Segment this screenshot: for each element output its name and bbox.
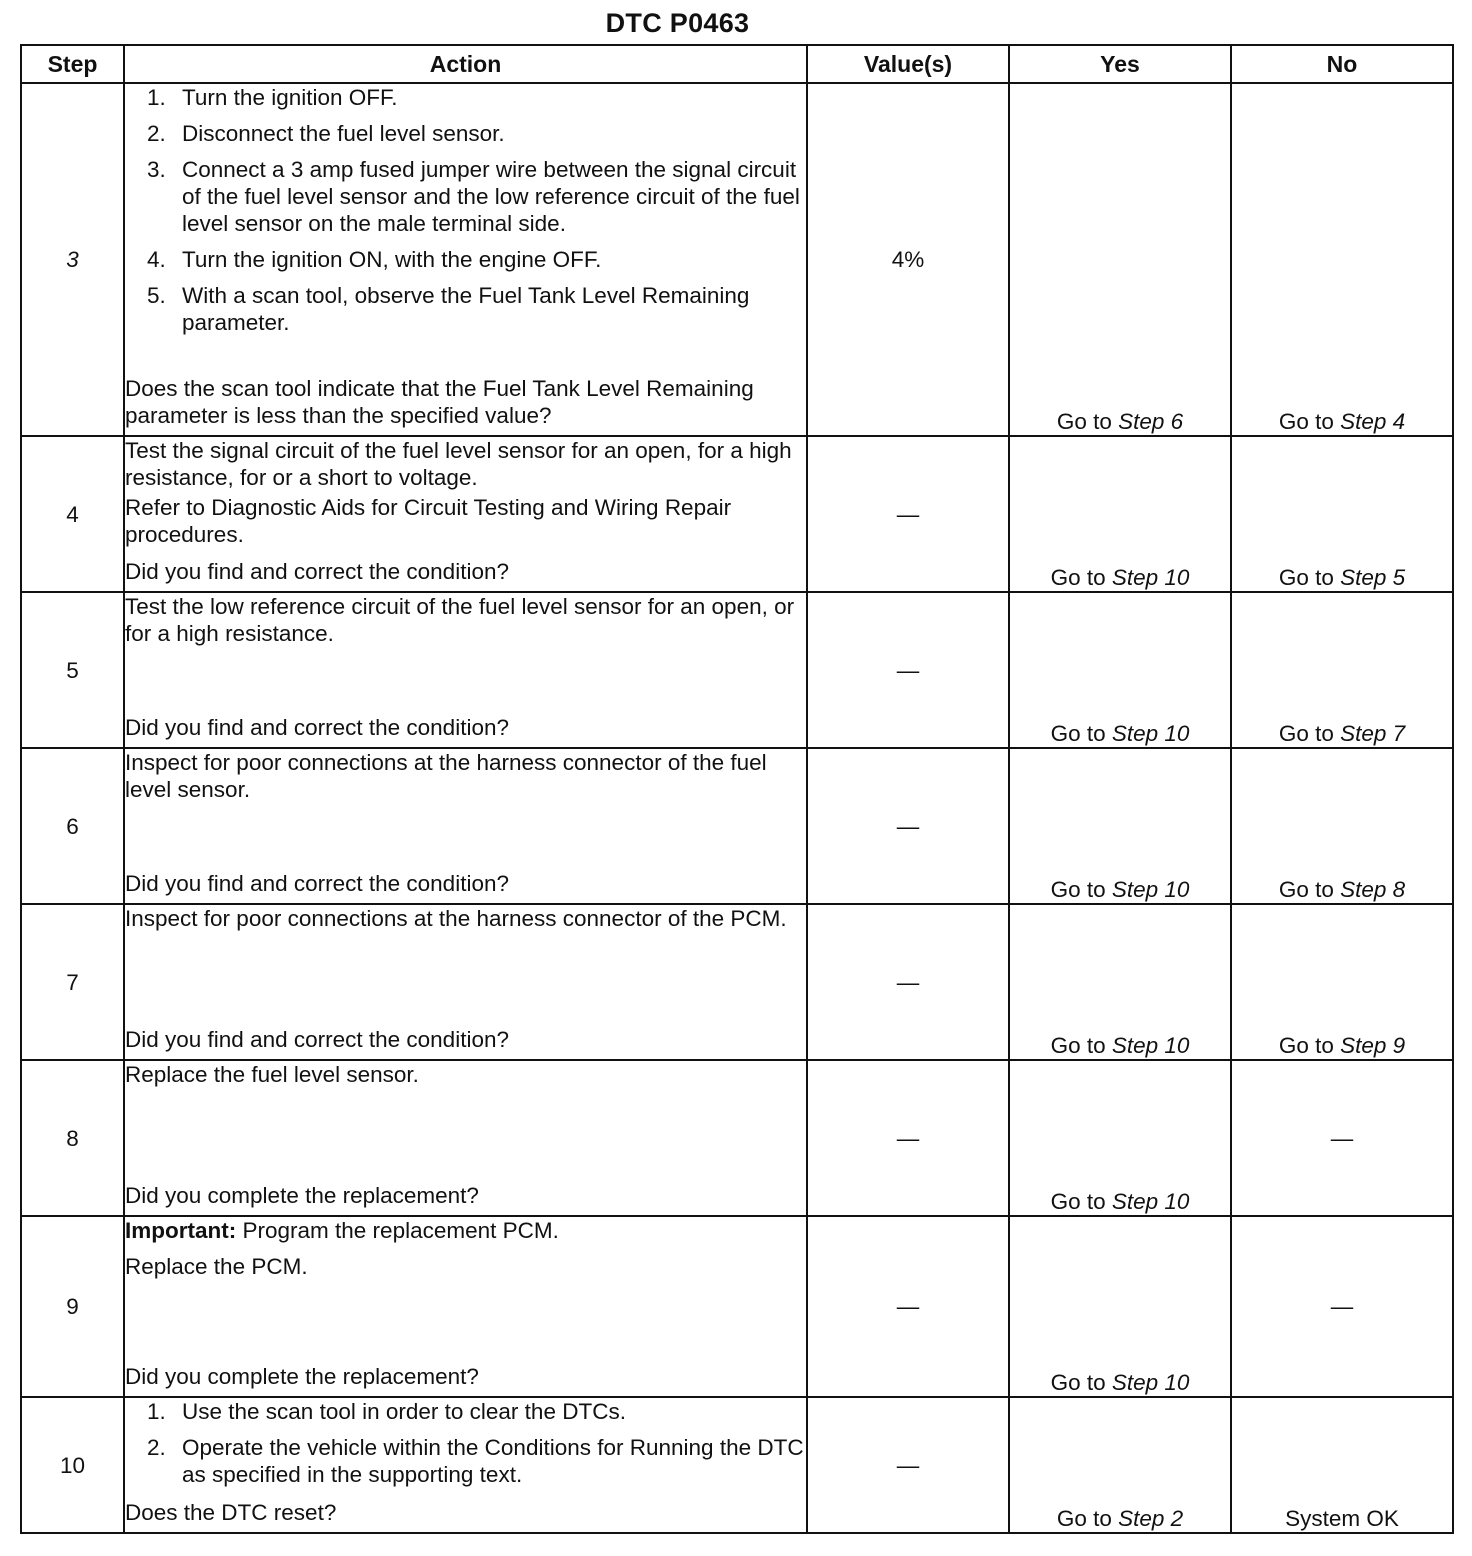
action-cell xyxy=(124,592,807,748)
yes-cell: Go to Step 10 xyxy=(1009,436,1231,592)
header-no: No xyxy=(1231,45,1453,83)
yes-cell: Go to Step 10 xyxy=(1009,904,1231,1060)
step-number: 9 xyxy=(21,1216,124,1397)
action-question: Did you complete the replacement? xyxy=(125,1364,479,1389)
step-link: Step 10 xyxy=(1111,877,1190,902)
important-label: Important: xyxy=(125,1218,237,1243)
action-text: Refer to Diagnostic Aids for Circuit Testing and Wiring Repair procedures. xyxy=(125,495,732,547)
action-question: Did you find and correct the condition? xyxy=(125,871,509,896)
table-row xyxy=(21,592,1453,748)
header-yes: Yes xyxy=(1009,45,1231,83)
step-link: Step 10 xyxy=(1111,721,1190,746)
value-cell: — xyxy=(807,1216,1009,1397)
action-question: Did you complete the replacement? xyxy=(125,1183,479,1208)
action-text: Inspect for poor connections at the harness connector of the PCM. xyxy=(125,906,787,931)
step-link: Step 10 xyxy=(1111,565,1190,590)
action-question: Did you find and correct the condition? xyxy=(125,1027,509,1052)
step-number: 10 xyxy=(21,1397,124,1533)
list-item: 1. Turn the ignition OFF. xyxy=(147,85,398,110)
step-link: Step 10 xyxy=(1111,1189,1190,1214)
no-cell: Go to Step 9 xyxy=(1231,904,1453,1060)
list-item: 2. Operate the vehicle within the Conditions for Running the DTC as specified in the supporting text. xyxy=(147,1435,804,1487)
step-link: Step 8 xyxy=(1340,877,1406,902)
yes-cell: Go to Step 10 xyxy=(1009,1216,1231,1397)
yes-cell: Go to Step 10 xyxy=(1009,1060,1231,1216)
table-row xyxy=(21,1216,1453,1397)
action-cell xyxy=(124,83,807,436)
value-cell: — xyxy=(807,904,1009,1060)
value-cell: — xyxy=(807,1060,1009,1216)
step-link: Step 2 xyxy=(1118,1506,1184,1531)
no-cell: — xyxy=(1231,1060,1453,1216)
table-row xyxy=(21,1397,1453,1533)
no-cell: Go to Step 8 xyxy=(1231,748,1453,904)
action-cell xyxy=(124,904,807,1060)
yes-cell: Go to Step 6 xyxy=(1009,83,1231,436)
action-text: Replace the fuel level sensor. xyxy=(125,1062,419,1087)
table-row xyxy=(21,748,1453,904)
action-question: Did you find and correct the condition? xyxy=(125,715,509,740)
no-cell: System OK xyxy=(1231,1397,1453,1533)
value-cell: — xyxy=(807,436,1009,592)
action-text: Inspect for poor connections at the harness connector of the fuel level sensor. xyxy=(125,750,767,802)
no-cell: Go to Step 4 xyxy=(1231,83,1453,436)
action-text: Replace the PCM. xyxy=(125,1254,308,1279)
table-header-row xyxy=(21,45,1453,83)
action-cell xyxy=(124,1060,807,1216)
list-item: 4. Turn the ignition ON, with the engine OFF. xyxy=(147,247,602,272)
diagnostic-table xyxy=(20,44,1454,1534)
action-text: Test the signal circuit of the fuel level sensor for an open, for a high resistance, for or a short to voltage. xyxy=(125,438,792,490)
list-item: 2. Disconnect the fuel level sensor. xyxy=(147,121,505,146)
value-cell: — xyxy=(807,748,1009,904)
step-number: 4 xyxy=(21,436,124,592)
action-cell xyxy=(124,748,807,904)
action-text: Test the low reference circuit of the fuel level sensor for an open, or for a high resistance. xyxy=(125,594,795,646)
action-cell xyxy=(124,1397,807,1533)
table-row xyxy=(21,904,1453,1060)
step-link: Step 4 xyxy=(1340,409,1406,434)
value-cell: 4% xyxy=(807,83,1009,436)
yes-cell: Go to Step 10 xyxy=(1009,748,1231,904)
step-number: 5 xyxy=(21,592,124,748)
step-link: Step 5 xyxy=(1340,565,1406,590)
step-number: 3 xyxy=(21,83,124,436)
action-steps xyxy=(125,84,806,345)
yes-cell: Go to Step 10 xyxy=(1009,592,1231,748)
table-row xyxy=(21,1060,1453,1216)
value-cell: — xyxy=(807,1397,1009,1533)
yes-cell: Go to Step 2 xyxy=(1009,1397,1231,1533)
step-link: Step 10 xyxy=(1111,1370,1190,1395)
step-number: 7 xyxy=(21,904,124,1060)
step-link: Step 6 xyxy=(1118,409,1184,434)
no-cell: — xyxy=(1231,1216,1453,1397)
no-cell: Go to Step 7 xyxy=(1231,592,1453,748)
list-item: 1. Use the scan tool in order to clear the DTCs. xyxy=(147,1399,626,1424)
page-title: DTC P0463 xyxy=(605,8,750,38)
header-step: Step xyxy=(21,45,124,83)
action-question: Does the DTC reset? xyxy=(125,1500,337,1525)
header-action: Action xyxy=(124,45,807,83)
action-question: Did you find and correct the condition? xyxy=(125,559,509,584)
value-cell: — xyxy=(807,592,1009,748)
step-number: 6 xyxy=(21,748,124,904)
table-row xyxy=(21,436,1453,592)
action-question: Does the scan tool indicate that the Fuel Tank Level Remaining parameter is less than the specified value? xyxy=(125,376,754,428)
important-note: Important: Program the replacement PCM. xyxy=(125,1218,559,1243)
no-cell: Go to Step 5 xyxy=(1231,436,1453,592)
list-item: 3. Connect a 3 amp fused jumper wire between the signal circuit of the fuel level sensor and the low reference circuit of the fuel level sensor on the male terminal side. xyxy=(147,157,800,236)
table-row xyxy=(21,83,1453,436)
action-cell xyxy=(124,436,807,592)
step-link: Step 10 xyxy=(1111,1033,1190,1058)
step-number: 8 xyxy=(21,1060,124,1216)
header-values: Value(s) xyxy=(807,45,1009,83)
step-link: Step 7 xyxy=(1340,721,1406,746)
action-steps xyxy=(125,1398,806,1497)
action-cell xyxy=(124,1216,807,1397)
list-item: 5. With a scan tool, observe the Fuel Tank Level Remaining parameter. xyxy=(147,283,750,335)
step-link: Step 9 xyxy=(1340,1033,1406,1058)
